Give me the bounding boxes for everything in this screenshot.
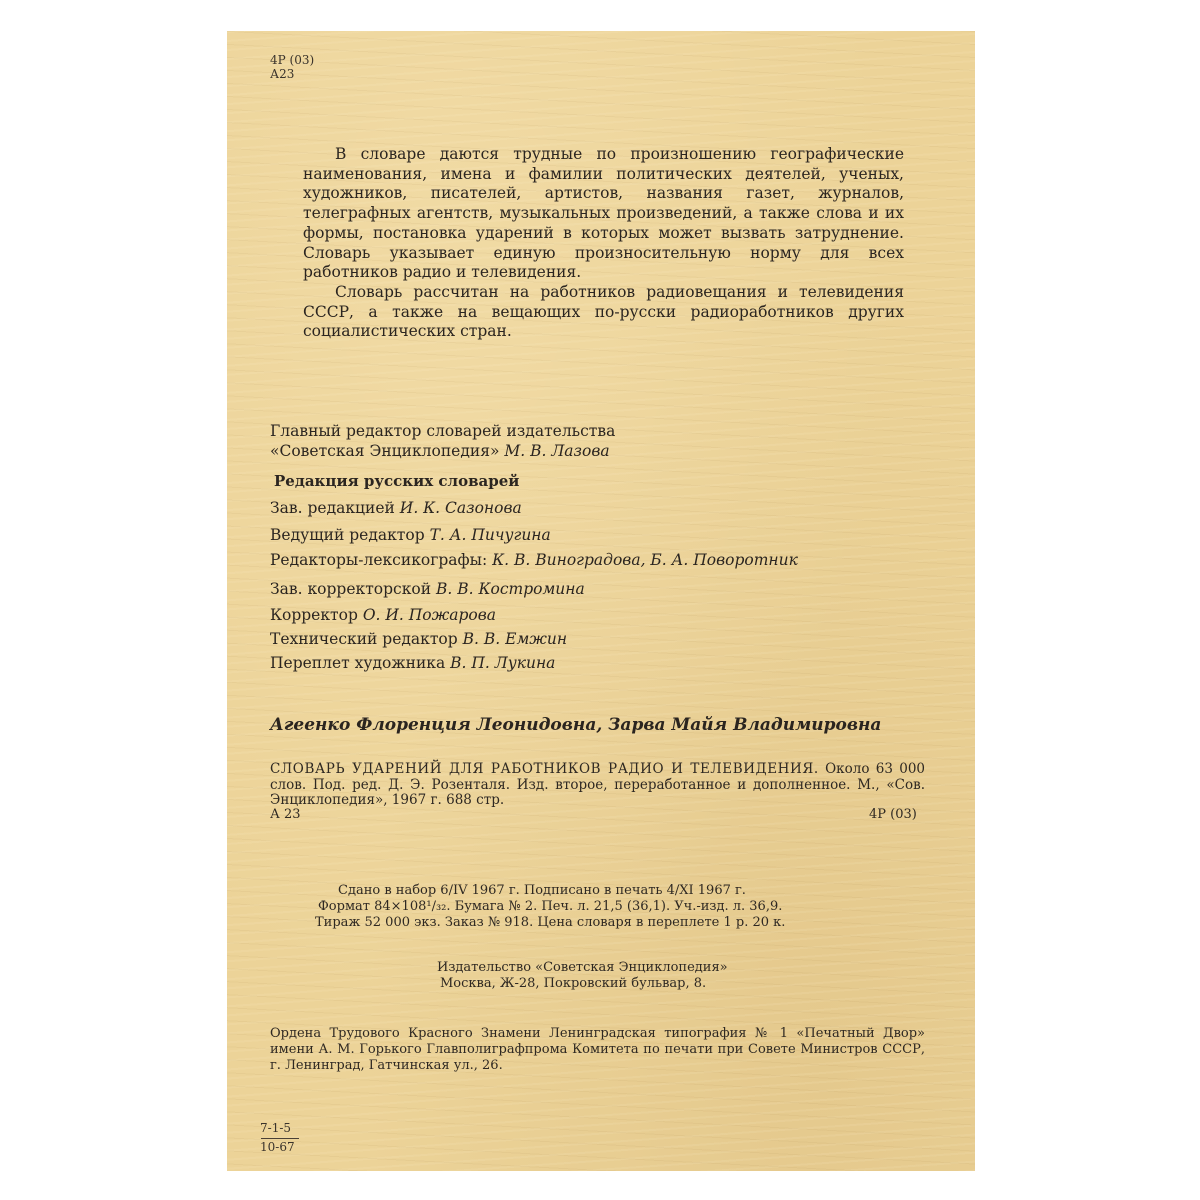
credit-role: Зав. редакцией (270, 499, 395, 517)
chief-editor-name: М. В. Лазова (504, 442, 610, 460)
credit-row (270, 498, 522, 518)
book-description: Около 63 000 слов. Под. ред. Д. Э. Розенталя. Изд. второе, переработанное и дополненное. М., «Сов. Энциклопедия», 1967 г. 688 стр. (270, 761, 925, 808)
book-authors: Агеенко Флоренция Леонидовна, Зарва Майя Владимировна (270, 715, 882, 735)
book-page (227, 31, 975, 1171)
annotation-paragraph-2: Словарь рассчитан на работников радиовещания и телевидения СССР, а также на вещающих по-русски радиоработников других социалистических стран. (303, 282, 904, 341)
imprint-line-2: Формат 84×108¹/₃₂. Бумага № 2. Печ. л. 21,5 (36,1). Уч.-изд. л. 36,9. (318, 899, 783, 914)
classification-code-line1: 4Р (03) (270, 53, 315, 67)
credit-name: В. П. Лукина (450, 654, 556, 672)
annotation (303, 145, 904, 342)
credit-name: Т. А. Пичугина (429, 526, 551, 544)
book-title: СЛОВАРЬ УДАРЕНИЙ ДЛЯ РАБОТНИКОВ РАДИО И ТЕЛЕВИДЕНИЯ. (270, 761, 819, 777)
credit-role: Зав. корректорской (270, 580, 432, 598)
credit-role: Редакторы-лексикографы: (270, 551, 488, 569)
catalog-entry (270, 762, 925, 809)
chief-editor-publisher: «Советская Энциклопедия» (270, 442, 500, 460)
footer-fraction-rule (261, 1138, 299, 1139)
catalog-code-left: А 23 (270, 807, 301, 822)
imprint-line-1: Сдано в набор 6/IV 1967 г. Подписано в печать 4/XI 1967 г. (338, 883, 746, 898)
credit-row (270, 629, 567, 649)
imprint-line-3: Тираж 52 000 экз. Заказ № 918. Цена словаря в переплете 1 р. 20 к. (315, 915, 786, 930)
credit-role: Переплет художника (270, 654, 446, 672)
section-heading: Редакция русских словарей (274, 472, 520, 490)
chief-editor-line-2 (270, 441, 610, 461)
footer-numerator: 7-1-5 (260, 1121, 292, 1135)
publisher-name: Издательство «Советская Энциклопедия» (437, 960, 728, 975)
credit-role: Корректор (270, 606, 358, 624)
credit-name: В. В. Костромина (436, 580, 585, 598)
catalog-code-right: 4Р (03) (869, 807, 917, 822)
credit-role: Ведущий редактор (270, 526, 425, 544)
credit-row (270, 579, 585, 599)
chief-editor-line-1 (270, 421, 615, 441)
classification-code-line2: А23 (270, 67, 295, 81)
credit-row (270, 525, 551, 545)
credit-name: К. В. Виноградова, Б. А. Поворотник (492, 551, 798, 569)
credit-row (270, 605, 496, 625)
classification-code (270, 53, 314, 81)
credit-name: И. К. Сазонова (399, 499, 522, 517)
chief-editor-title: Главный редактор словарей издательства (270, 422, 616, 440)
credit-row (270, 653, 555, 673)
credit-role: Технический редактор (270, 630, 458, 648)
credit-row (270, 550, 798, 570)
annotation-paragraph-1: В словаре даются трудные по произношению географические наименования, имена и фамилии политических деятелей, ученых, художников, писателей, артистов, названия газет, журналов, телеграфных агентств, музыкальных произведений, а также слова и их формы, постановка ударений в которых может вызвать затруднение. Словарь указывает единую произносительную норму для всех работников радио и телевидения. (303, 145, 904, 282)
credit-name: В. В. Емжин (462, 630, 568, 648)
credit-name: О. И. Пожарова (362, 606, 496, 624)
publisher-address: Москва, Ж-28, Покровский бульвар, 8. (440, 976, 707, 991)
footer-denominator: 10-67 (260, 1140, 295, 1154)
printer-info: Ордена Трудового Красного Знамени Ленинградская типография № 1 «Печатный Двор» имени А. М. Горького Главполиграфпрома Комитета по печати при Совете Министров СССР, г. Ленинград, Гатчинская ул., 26. (270, 1026, 925, 1073)
